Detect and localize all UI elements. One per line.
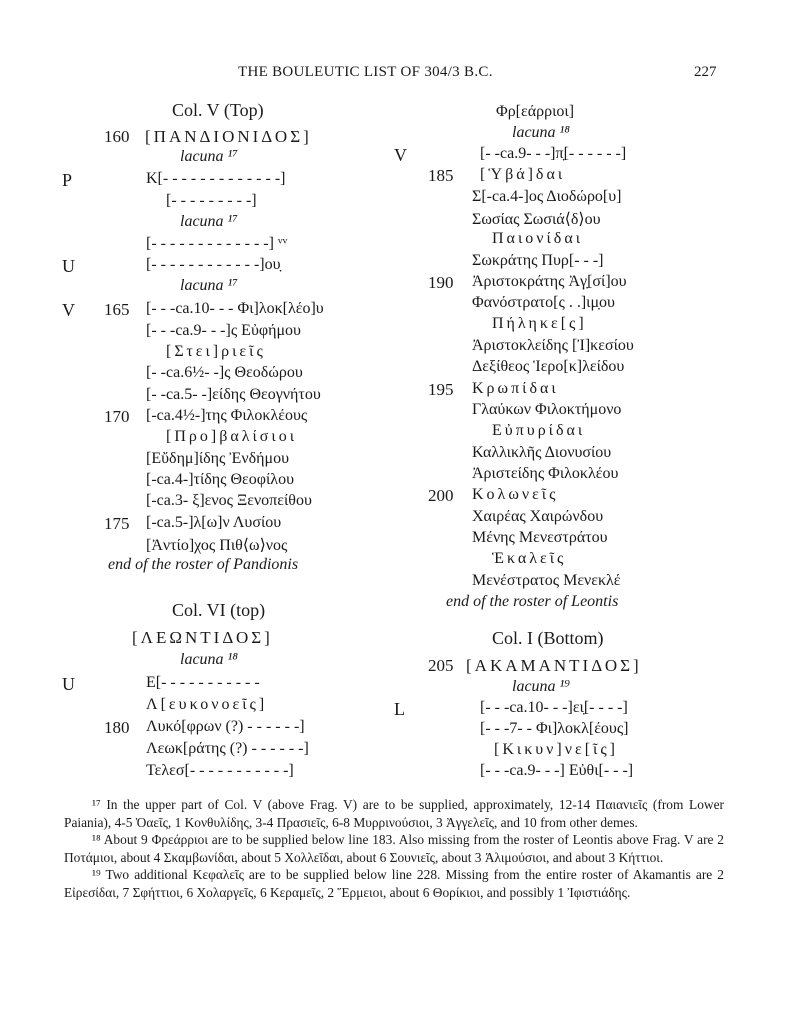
page-number: 227 xyxy=(694,64,717,80)
deme-heading: Κρωπίδαι xyxy=(472,380,559,397)
lacuna-note: lacuna ¹⁷ xyxy=(180,148,238,165)
inscription-line: Χαιρέας Χαιρώνδου xyxy=(472,508,604,525)
inscription-line: Λυκό[φρων (?) - - - - - -] xyxy=(146,718,305,735)
deme-heading: Ἑκαλεῖς xyxy=(492,550,567,567)
inscription-line: [- - -ca.10- - -]ει̣[- - - -] xyxy=(480,699,628,716)
inscription-line: [- - - - - - - - -] xyxy=(166,192,257,209)
inscription-line: [- - - - - - - - - - - -]ου̣ xyxy=(146,256,281,273)
fragment-marker-l: L xyxy=(394,699,405,719)
inscription-line: Φρ[εάρριοι] xyxy=(496,103,575,120)
lacuna-note: lacuna ¹⁸ xyxy=(512,124,570,141)
fragment-marker-u: U xyxy=(62,674,75,694)
inscription-line: [-ca.3- ξ]ενος Ξενοπείθου xyxy=(146,492,312,509)
inscription-line: Σ[-ca.4-]ος Διοδώρο[υ] xyxy=(472,188,622,205)
inscription-line: Καλλικλῆς Διονυσίου xyxy=(472,444,612,461)
col5-heading: Col. V (Top) xyxy=(172,100,264,120)
inscription-line: Φανόστρατο[ς . .]ιμ̣ου xyxy=(472,294,615,311)
inscription-line: [-ca.4-]τίδης Θεοφίλου xyxy=(146,471,294,488)
deme-heading: [Στει]ριεῖς xyxy=(166,343,266,360)
tribe-heading-akamantis: [ΑΚΑΜΑΝΤΙΔΟΣ] xyxy=(466,656,642,675)
line-number: 190 xyxy=(428,273,454,292)
deme-heading: [Ὑβά]δαι xyxy=(480,166,566,183)
line-number: 195 xyxy=(428,380,454,399)
line-number: 160 xyxy=(104,127,130,146)
inscription-line: [-ca.4½-]της Φιλοκλέους xyxy=(146,407,308,424)
deme-heading: Παιονίδαι xyxy=(492,230,584,247)
deme-heading: [Κικυν]νε[ῖς] xyxy=(494,741,618,758)
inscription-line: Ἀριστοκλείδης [Ἰ]κεσίου xyxy=(472,337,634,354)
inscription-line: Δεξίθεος Ἱερο[κ]λείδου xyxy=(472,358,625,375)
end-of-roster-note: end of the roster of Pandionis xyxy=(108,556,299,573)
inscription-line: Μένης Μενεστράτου xyxy=(472,529,608,546)
footnote-17: ¹⁷ In the upper part of Col. V (above Frag. V) are to be supplied, approximately, 12-14 Παιανιεῖς (from Lower Paiania), 4-5 Ὀαεῖς, 1 Κονθυλίδης, 3-4 Πρασιεῖς, 6-8 Μυρρινούσιοι, 3 Ἀγγελεῖς, and 10 from other demes. xyxy=(64,797,724,830)
inscription-line: Τελεσ[- - - - - - - - - - -] xyxy=(146,762,294,779)
col6-heading: Col. VI (top) xyxy=(172,600,266,620)
deme-heading: Εὐπυρίδαι xyxy=(492,422,586,439)
inscription-line: [- - -7- - Φι]λοκλ[έους] xyxy=(480,720,629,737)
inscription-line: [- - -ca.9- - -] Εὐθι[- - -] xyxy=(480,762,634,779)
inscription-line: [- - -ca.9- - -]ς Εὐφήμου xyxy=(146,322,301,339)
line-number: 175 xyxy=(104,514,130,533)
inscription-line: Κ[- - - - - - - - - - - - -] xyxy=(146,170,286,187)
line-number: 205 xyxy=(428,656,454,675)
lacuna-note: lacuna ¹⁸ xyxy=(180,651,238,668)
inscription-line: Ἀριστοκράτης Ἀγ̣[σί]ου xyxy=(472,273,627,290)
end-of-roster-note: end of the roster of Leontis xyxy=(446,593,619,610)
deme-heading: [Προ]βαλίσιοι xyxy=(166,428,298,445)
inscription-line: Σωσίας Σωσιά⟨δ⟩ου xyxy=(472,211,601,228)
footnotes xyxy=(64,796,724,901)
fragment-marker-v: V xyxy=(394,145,407,165)
inscription-line: [Εὔδημ]ίδης Ἐνδήμου xyxy=(146,450,289,467)
line-number: 180 xyxy=(104,718,130,737)
footnote-18: ¹⁸ About 9 Φρεάρριοι are to be supplied below line 183. Also missing from the roster of Leontis above Frag. V are 2 Ποτάμιοι, about 4 Σκαμβωνίδαι, about 5 Χολλεῖδαι, about 6 Σουνιεῖς, about 3 Ἁλιμούσιοι, and about 3 Κήττιοι. xyxy=(64,832,724,865)
tribe-heading-pandionis: [ΠΑΝΔΙΟΝΙΔΟΣ] xyxy=(145,127,312,146)
inscription-line: Ἀριστείδης Φιλοκλέου xyxy=(472,465,619,482)
lacuna-note: lacuna ¹⁷ xyxy=(180,213,238,230)
lacuna-note: lacuna ¹⁹ xyxy=(512,678,570,695)
inscription-line: Μενέστρατος Μενεκλέ xyxy=(472,572,621,589)
line-number: 200 xyxy=(428,486,454,505)
inscription-line: [-ca.5-]λ[ω]ν Λυσίου xyxy=(146,514,282,531)
inscription-line: Σωκράτης Πυρ[- - -] xyxy=(472,252,604,269)
running-header: THE BOULEUTIC LIST OF 304/3 B.C. xyxy=(238,64,493,80)
inscription-line: [- -ca.5- -]είδης Θεογνήτου xyxy=(146,386,321,403)
inscription-line: [- -ca.9- - -]π̣[- - - - - -] xyxy=(480,145,627,162)
line-number: 165 xyxy=(104,300,130,319)
tribe-heading-leontis: [ΛΕΩΝΤΙΔΟΣ] xyxy=(132,628,273,647)
col1-heading: Col. I (Bottom) xyxy=(492,628,604,648)
lacuna-note: lacuna ¹⁷ xyxy=(180,277,238,294)
inscription-line: [Ἀντίο]χος Πιθ⟨ω⟩νος xyxy=(146,537,288,554)
fragment-marker-p: P xyxy=(62,170,73,190)
deme-heading: Πήληκε[ς] xyxy=(492,315,587,332)
fragment-marker-u: U xyxy=(62,256,75,276)
inscription-line: [- -ca.6½- -]ς Θεοδώρου xyxy=(146,364,303,381)
inscription-line: [- - -ca.10- - - Φι]λοκ[λέο]υ xyxy=(146,300,324,317)
fragment-marker-v: V xyxy=(62,300,75,320)
inscription-line: Γλαύκων Φιλοκτήμονο xyxy=(472,401,622,418)
line-number: 170 xyxy=(104,407,130,426)
line-number: 185 xyxy=(428,166,454,185)
deme-heading: Λ[ευκονοεῖς] xyxy=(146,696,268,713)
inscription-line: Ε[- - - - - - - - - - - xyxy=(146,674,260,691)
footnote-19: ¹⁹ Two additional Κεφαλεῖς are to be supplied below line 228. Missing from the entire roster of Akamantis are 2 Εἰρεσίδαι, 7 Σφήττιοι, 6 Χολαργεῖς, 6 Κεραμεῖς, 2 Ἕρμειοι, about 6 Θορίκιοι, and possibly 1 Ἰφιστιάδης. xyxy=(64,867,724,900)
inscription-line: Λεωκ[ράτης (?) - - - - - -] xyxy=(146,740,309,757)
deme-heading: Κολωνεῖς xyxy=(472,486,559,503)
inscription-line: [- - - - - - - - - - - - -] ᵛᵛ xyxy=(146,235,288,252)
